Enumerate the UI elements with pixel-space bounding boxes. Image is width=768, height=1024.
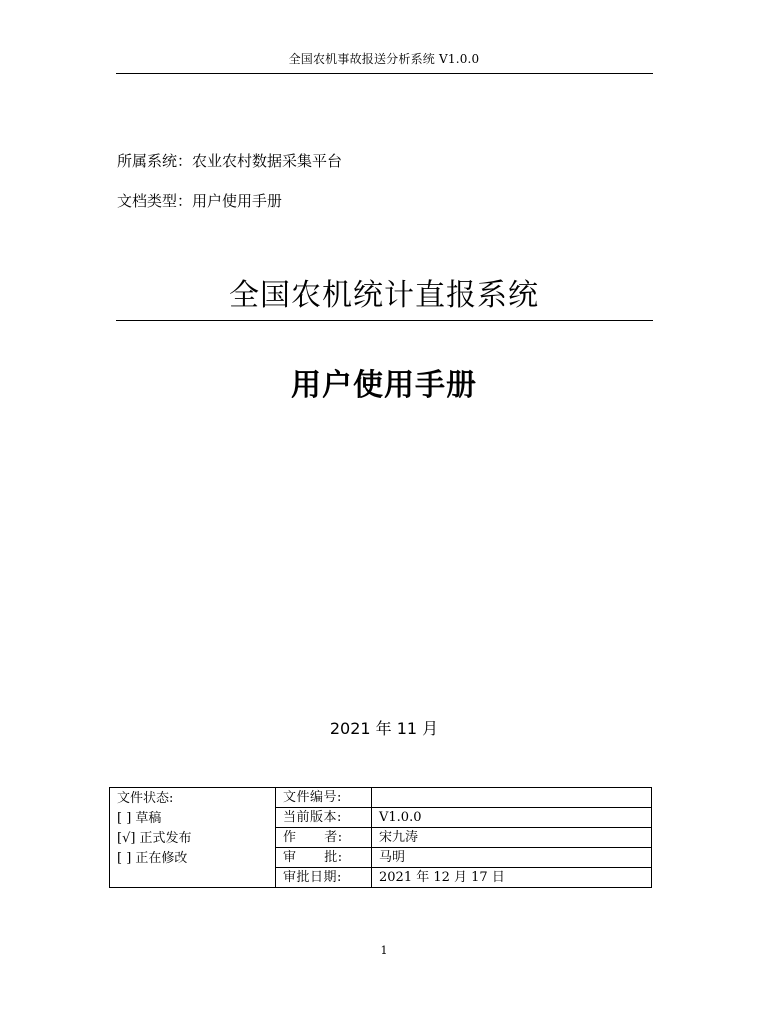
approval-date-value: 2021 年 12 月 17 日 bbox=[372, 868, 652, 888]
document-title: 全国农机统计直报系统 bbox=[229, 278, 539, 313]
file-status-cell bbox=[110, 788, 276, 888]
page-number: 1 bbox=[380, 944, 388, 957]
file-number-value bbox=[372, 788, 652, 808]
document-subtitle: 用户使用手册 bbox=[291, 368, 477, 403]
status-revising: [ ] 正在修改 bbox=[117, 851, 188, 866]
author-value: 宋九涛 bbox=[372, 828, 652, 848]
status-draft: [ ] 草稿 bbox=[117, 811, 162, 826]
table-row bbox=[110, 788, 652, 808]
file-number-label: 文件编号: bbox=[276, 788, 372, 808]
title-divider bbox=[116, 320, 653, 321]
document-type: 文档类型：用户使用手册 bbox=[117, 192, 283, 210]
owning-system: 所属系统：农业农村数据采集平台 bbox=[117, 152, 343, 170]
status-published: [√] 正式发布 bbox=[117, 831, 192, 846]
approval-date-label: 审批日期: bbox=[276, 868, 372, 888]
document-info-table bbox=[109, 787, 652, 888]
document-date: 2021 年 11 月 bbox=[329, 719, 439, 738]
version-label: 当前版本: bbox=[276, 808, 372, 828]
header-divider bbox=[116, 73, 653, 74]
approver-value: 马明 bbox=[372, 848, 652, 868]
approver-label: 审 批: bbox=[276, 848, 372, 868]
page-header: 全国农机事故报送分析系统 V1.0.0 bbox=[288, 52, 480, 66]
author-label: 作 者: bbox=[276, 828, 372, 848]
file-status-label: 文件状态: bbox=[117, 791, 174, 806]
version-value: V1.0.0 bbox=[372, 808, 652, 828]
